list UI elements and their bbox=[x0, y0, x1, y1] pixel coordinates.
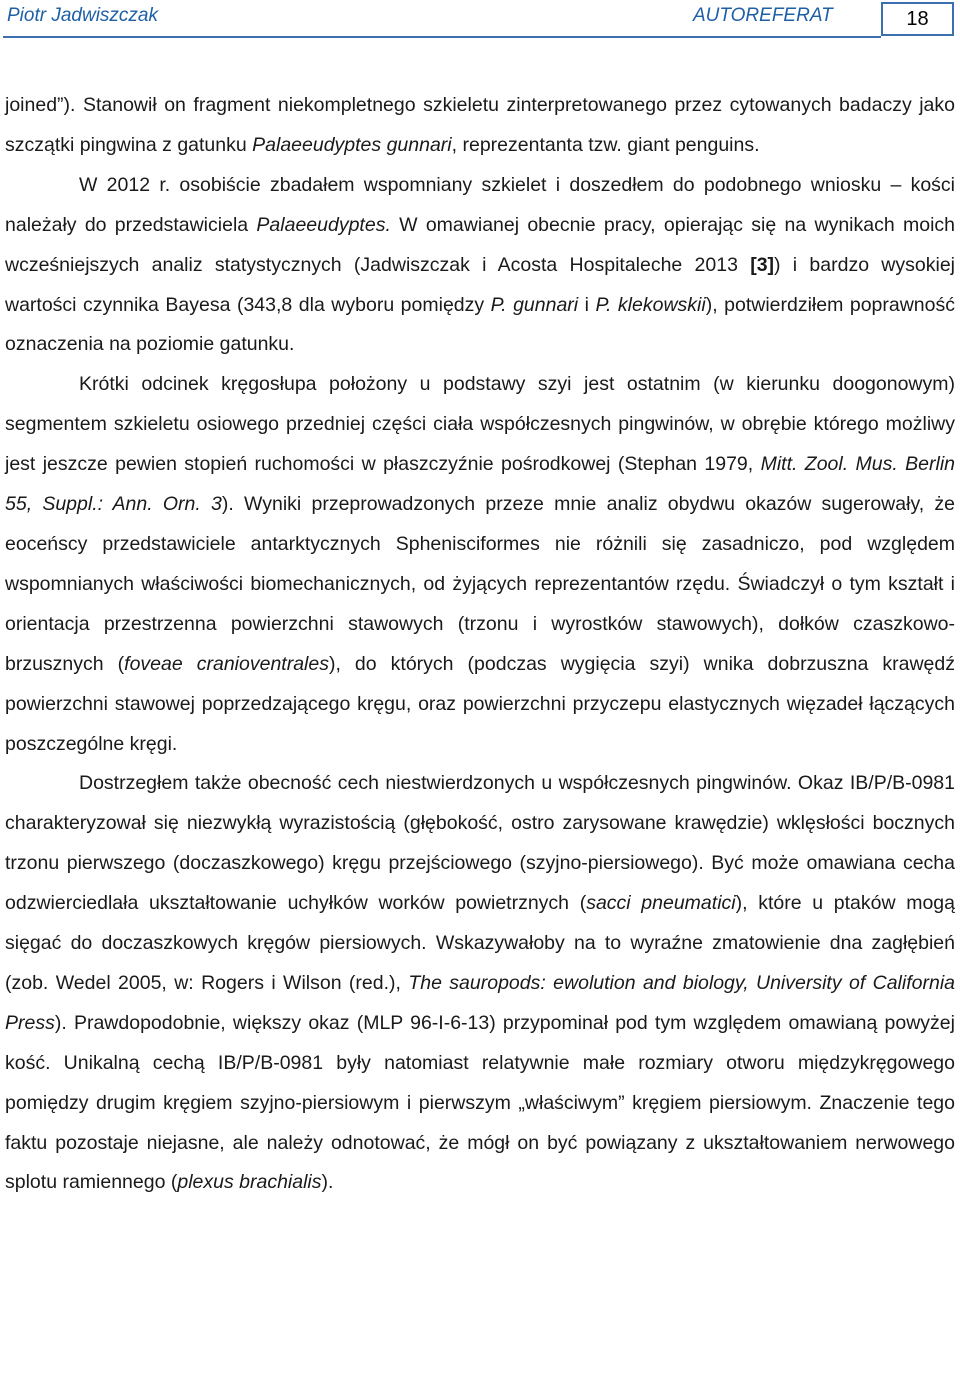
body-paragraph bbox=[5, 86, 955, 166]
italic-text: P. gunnari bbox=[490, 293, 579, 316]
text-segment: ), potwierdziłem poprawność oznaczenia na poziomie gatunku. bbox=[5, 293, 955, 356]
text-segment: ). Wyniki przeprowadzonych przeze mnie analiz obydwu okazów sugerowały, że eoceńscy przedstawiciele antarktycznych Sphenisciformes nie różnili się zasadniczo, pod względem wspomnianych właściwości biomechanicznych, od żyjących reprezentantów rzędu. Świadczył o tym kształt i orientacja przestrzenna powierzchni stawowych (trzonu i wyrostków stawowych), dołków czaszkowo-brzusznych ( bbox=[5, 493, 955, 675]
text-segment: i bbox=[578, 293, 596, 316]
italic-text: Mitt. Zool. Mus. Berlin 55, Suppl.: Ann. Orn. 3 bbox=[5, 453, 956, 516]
header-author: Piotr Jadwiszczak bbox=[7, 5, 158, 26]
text-segment: ), które u ptaków mogą sięgać do doczaszkowych kręgów piersiowych. Wskazywałoby na to wyraźne zmatowienie dna zagłębień (zob. Wedel 2005, w: Rogers i Wilson (red.), bbox=[5, 892, 955, 994]
page-number-box bbox=[881, 2, 954, 36]
italic-text: Palaeeudyptes. bbox=[256, 213, 391, 236]
body-paragraph bbox=[5, 166, 955, 366]
text-segment: ). Prawdopodobnie, większy okaz (MLP 96-I-6-13) przypominał pod tym względem omawianą powyżej kość. Unikalną cechą IB/P/B-0981 były natomiast relatywnie małe rozmiary otworu międzykręgowego pomiędzy drugim kręgiem szyjno-piersiowym i pierwszym „właściwym” kręgiem piersiowym. Znaczenie tego faktu pozostaje niejasne, ale należy odnotować, że mógł on być powiązany z ukształtowaniem nerwowego splotu ramiennego ( bbox=[5, 1011, 955, 1194]
italic-text: foveae cranioventrales bbox=[124, 652, 329, 675]
citation-reference: [3] bbox=[750, 253, 775, 276]
italic-text: sacci pneumatici bbox=[586, 892, 736, 915]
header-rule bbox=[3, 36, 881, 38]
page-header bbox=[0, 0, 960, 40]
text-segment: , reprezentanta tzw. giant penguins. bbox=[451, 133, 760, 156]
text-segment: joined”). Stanowił on fragment niekompletnego szkieletu zinterpretowanego przez cytowanych badaczy jako szczątki pingwina z gatunku bbox=[5, 94, 955, 156]
text-segment: W omawianej obecnie pracy, opierając się na wynikach moich wcześniejszych analiz statystycznych (Jadwiszczak i Acosta Hospitaleche 2013 bbox=[5, 213, 955, 276]
italic-text: Palaeeudyptes gunnari bbox=[252, 133, 452, 156]
body-paragraph bbox=[5, 365, 955, 764]
header-document-type: AUTOREFERAT bbox=[693, 5, 833, 26]
italic-text: P. klekowskii bbox=[595, 293, 706, 316]
document-body bbox=[5, 86, 955, 1203]
italic-text: The sauropods: ewolution and biology, University of California Press bbox=[5, 971, 955, 1034]
italic-text: plexus brachialis bbox=[177, 1171, 322, 1194]
text-segment: ) i bardzo wysokiej wartości czynnika Bayesa (343,8 dla wyboru pomiędzy bbox=[5, 253, 955, 316]
text-segment: Krótki odcinek kręgosłupa położony u podstawy szyi jest ostatnim (w kierunku doogonowym) segmentem szkieletu osiowego przedniej części ciała współczesnych pingwinów, w obrębie którego możliwy jest jeszcze pewien stopień ruchomości w płaszczyźnie pośrodkowej (Stephan 1979, bbox=[5, 373, 955, 476]
text-segment: Dostrzegłem także obecność cech niestwierdzonych u współczesnych pingwinów. Okaz IB/P/B-0981 charakteryzował się niezwykłą wyrazistością (głębokość, ostro zarysowane krawędzie) wklęsłości bocznych trzonu pierwszego (doczaszkowego) kręgu przejściowego (szyjno-piersiowego). Być może omawiana cecha odzwierciedlała ukształtowanie uchyłków worków powietrznych ( bbox=[5, 772, 955, 915]
text-segment: ), do których (podczas wygięcia szyi) wnika dobrzuszna krawędź powierzchni stawowej poprzedzającego kręgu, oraz powierzchni przyczepu elastycznych więzadeł łączących poszczególne kręgi. bbox=[5, 652, 955, 755]
page-number: 18 bbox=[906, 8, 929, 30]
text-segment: ). bbox=[321, 1171, 334, 1194]
text-segment: W 2012 r. osobiście zbadałem wspomniany szkielet i doszedłem do podobnego wniosku – kości należały do przedstawiciela bbox=[5, 173, 955, 236]
body-paragraph bbox=[5, 764, 955, 1203]
